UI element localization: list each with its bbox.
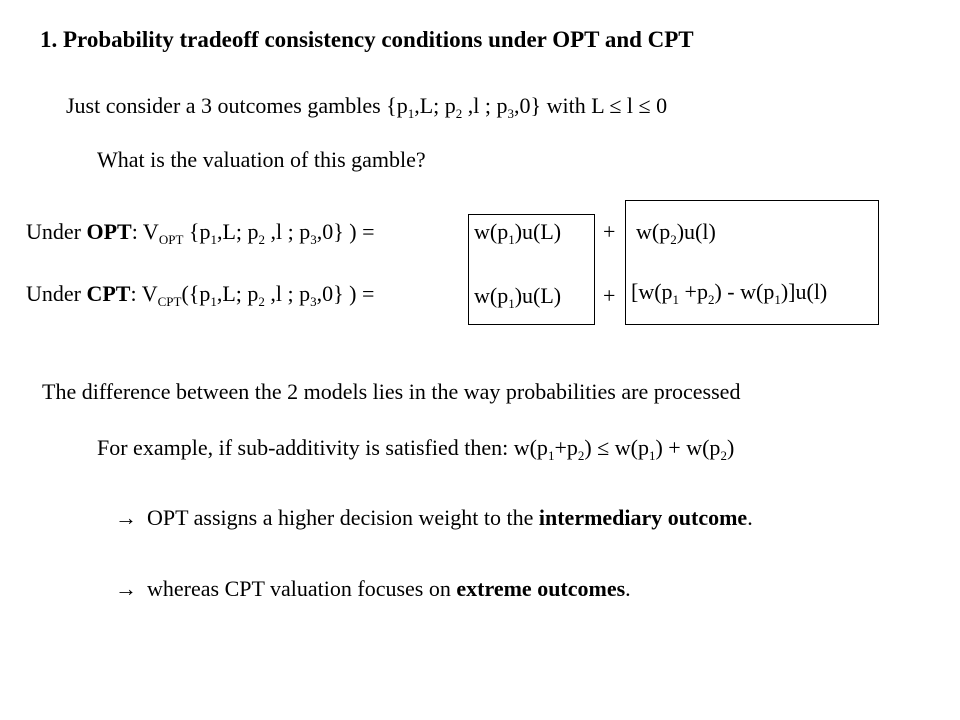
cpt-second-term: $[w(p_1 +p_2) - w(p_1)]u(l)$ (631, 279, 828, 307)
opt-valuation-label: Under OPT: $V_{OPT}$ {$p_1,L$; $p_2$ ,l ; $p_3,0$} ) = (26, 219, 375, 247)
difference-statement: The difference between the 2 models lies in the way probabilities are processed (42, 379, 741, 404)
valuation-question: What is the valuation of this gamble? (97, 147, 426, 172)
cpt-plus-sign: + (603, 283, 616, 308)
opt-second-term: $w(p_2)u(l)$ (636, 219, 716, 247)
sub-additivity-example: For example, if sub-additivity is satisfied then: $w(p_1+p_2) \le w(p_1) + w(p_2)$ (97, 435, 735, 463)
cpt-model-name: CPT (86, 281, 131, 306)
opt-model-name: OPT (86, 219, 132, 244)
right-arrow-icon: → (115, 505, 137, 530)
intro-line: Just consider a 3 outcomes gambles {$p_1,L$; $p_2$ ,l ; $p_3,0$} with L ≤ l ≤ 0 (66, 93, 668, 121)
opt-conclusion: → OPT assigns a higher decision weight to the intermediary outcome. (115, 505, 753, 530)
cpt-valuation-label: Under CPT: $V_{CPT}(\{p_1,L$; $p_2$ ,l ; $p_3,0$} ) = (26, 281, 375, 309)
cpt-first-term: $w(p_1)u(L)$ (474, 283, 562, 311)
cpt-conclusion: → whereas CPT valuation focuses on extreme outcomes. (115, 576, 631, 601)
opt-plus-sign: + (603, 219, 616, 244)
opt-first-term: $w(p_1)u(L)$ (474, 219, 562, 247)
right-arrow-icon: → (115, 576, 137, 601)
slide-title: 1. Probability tradeoff consistency conditions under OPT and CPT (40, 27, 694, 52)
